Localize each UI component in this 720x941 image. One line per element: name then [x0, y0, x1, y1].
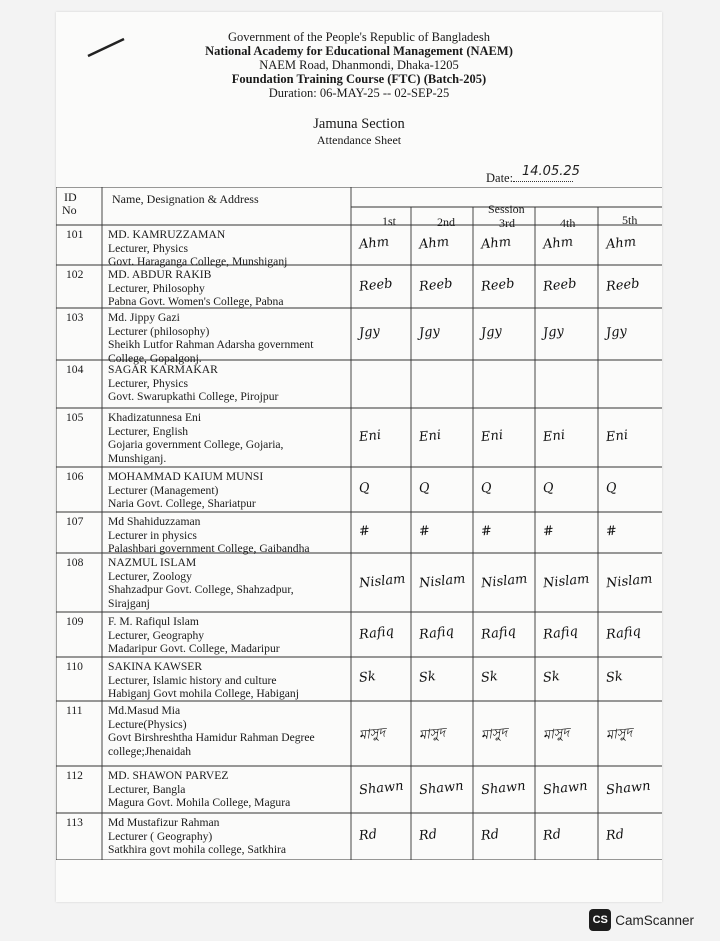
participant-name: MD. ABDUR RAKIB [108, 268, 212, 281]
participant-detail: Lecturer, Geography [108, 628, 205, 642]
participant-detail: Naria Govt. College, Shariatpur [108, 497, 256, 510]
signature-session-5: Rafiq [605, 623, 642, 643]
signature-session-2: Sk [418, 669, 437, 686]
signature-session-2: Shawn [418, 778, 465, 798]
signature-session-3: Rd [480, 826, 500, 844]
signature-session-4: Q [542, 479, 555, 497]
signature-session-1: Q [358, 479, 371, 497]
signature-session-1: মাসুদ [358, 725, 387, 743]
signature-session-3: Jgy [480, 323, 503, 342]
header-session-5: 5th [622, 213, 638, 227]
row-id: 107 [66, 515, 84, 528]
date-label: Date: [486, 171, 514, 185]
signature-session-3: Reeb [480, 275, 516, 295]
header-session-1: 1st [382, 214, 397, 228]
signature-session-2: Ahm [418, 234, 450, 253]
participant-name: F. M. Rafiqul Islam [108, 615, 199, 628]
row-id: 101 [66, 228, 84, 241]
participant-detail: Lecturer, Philosophy [108, 281, 205, 295]
signature-session-4: Rafiq [542, 623, 579, 643]
signature-session-3: Nislam [480, 571, 529, 591]
signature-session-5: Shawn [605, 778, 652, 798]
sheet-title: Attendance Sheet [316, 133, 402, 147]
signature-session-2: মাসুদ [418, 725, 447, 743]
participant-detail: Govt. Swarupkathi College, Pirojpur [108, 390, 279, 403]
participant-detail: Sirajganj [108, 596, 150, 610]
signature-session-1: Ahm [358, 234, 390, 253]
signature-session-5: Reeb [605, 275, 641, 295]
participant-name: Md Mustafizur Rahman [108, 816, 220, 829]
header-government: Government of the People's Republic of Bangladesh [228, 30, 490, 44]
signature-session-2: Nislam [418, 571, 467, 591]
participant-detail: Satkhira govt mohila college, Satkhira [108, 843, 287, 856]
signature-session-2: Q [418, 479, 431, 497]
signature-session-4: Sk [542, 669, 561, 686]
header-course: Foundation Training Course (FTC) (Batch-205) [231, 72, 487, 86]
signature-session-2: Reeb [418, 275, 454, 295]
row-id: 106 [66, 470, 84, 483]
signature-session-3: # [480, 522, 493, 540]
signature-session-1: Jgy [358, 323, 381, 342]
row-id: 113 [66, 816, 83, 829]
attendance-table [56, 187, 662, 860]
signature-session-2: Eni [418, 427, 442, 445]
participant-detail: Lecturer, Bangla [108, 782, 186, 796]
signature-session-1: Sk [358, 669, 377, 686]
participant-detail: Habiganj Govt mohila College, Habiganj [108, 687, 299, 700]
document-header [56, 30, 662, 100]
participant-detail: Sheikh Lutfor Rahman Adarsha government [108, 338, 314, 351]
header-name-label: Name, Designation & Address [112, 192, 259, 206]
section-title: Jamuna Section [313, 116, 405, 132]
participant-name: NAZMUL ISLAM [108, 556, 197, 569]
signature-session-5: Eni [605, 427, 629, 445]
signature-session-4: Ahm [542, 234, 574, 253]
signature-session-1: Eni [358, 427, 382, 445]
header-session-3: 3rd [499, 216, 515, 230]
participant-name: MD. KAMRUZZAMAN [108, 228, 226, 241]
signature-session-2: Rd [418, 826, 438, 844]
signature-session-4: Eni [542, 427, 566, 445]
participant-detail: Govt. Haraganga College, Munshiganj [108, 255, 288, 268]
participant-detail: Lecturer in physics [108, 528, 197, 542]
participant-detail: college;Jhenaidah [108, 744, 192, 758]
signature-session-3: Rafiq [480, 623, 517, 643]
date-field [486, 164, 580, 186]
date-value: 14.05.25 [522, 164, 580, 179]
participant-detail: Lecturer, Zoology [108, 569, 192, 583]
signature-session-4: Jgy [542, 323, 565, 342]
signature-session-2: Rafiq [418, 623, 455, 643]
signature-session-4: মাসুদ [542, 725, 571, 743]
signature-session-4: Nislam [542, 571, 591, 591]
signature-session-3: Sk [480, 669, 499, 686]
signature-session-3: Eni [480, 427, 504, 445]
signature-session-3: মাসুদ [480, 725, 509, 743]
participant-name: Md.Masud Mia [108, 704, 181, 717]
header-address: NAEM Road, Dhanmondi, Dhaka-1205 [259, 58, 459, 72]
participant-detail: Pabna Govt. Women's College, Pabna [108, 295, 284, 308]
header-no-label: No [62, 203, 77, 217]
participant-name: SAGAR KARMAKAR [108, 363, 218, 376]
signature-session-5: Sk [605, 669, 624, 686]
participant-detail: Lecturer, Physics [108, 376, 189, 390]
header-academy: National Academy for Educational Management (NAEM) [205, 44, 513, 58]
signature-session-4: Shawn [542, 778, 589, 798]
participant-name: MOHAMMAD KAIUM MUNSI [108, 470, 264, 483]
participant-detail: Shahzadpur Govt. College, Shahzadpur, [108, 583, 294, 596]
participant-name: Khadizatunnesa Eni [108, 411, 202, 424]
signature-session-5: # [605, 522, 618, 540]
signature-session-3: Q [480, 479, 493, 497]
row-id: 108 [66, 556, 84, 569]
row-id: 112 [66, 769, 83, 782]
signature-session-1: Rafiq [358, 623, 395, 643]
participant-detail: College, Gopalgonj. [108, 351, 202, 365]
signature-session-2: Jgy [418, 323, 441, 342]
signature-session-1: Reeb [358, 275, 394, 295]
signature-session-5: Ahm [605, 234, 637, 253]
camscanner-logo-icon: CS [589, 909, 611, 931]
participant-detail: Lecturer, Physics [108, 241, 189, 255]
signature-session-4: Reeb [542, 275, 578, 295]
signature-session-4: Rd [542, 826, 562, 844]
header-session-4: 4th [560, 216, 576, 230]
participant-detail: Munshiganj. [108, 451, 167, 465]
participant-name: SAKINA KAWSER [108, 660, 203, 673]
row-id: 104 [66, 363, 84, 376]
signature-session-4: # [542, 522, 555, 540]
row-id: 105 [66, 411, 84, 424]
header-session-label: Session [488, 202, 525, 216]
participant-name: Md Shahiduzzaman [108, 515, 201, 528]
participant-detail: Govt Birshreshtha Hamidur Rahman Degree [108, 731, 315, 744]
row-id: 111 [66, 704, 83, 717]
signature-session-1: Shawn [358, 778, 405, 798]
attendance-sheet-page [56, 12, 662, 902]
signature-session-1: Nislam [358, 571, 407, 591]
signature-session-3: Ahm [480, 234, 512, 253]
row-id: 102 [66, 268, 84, 281]
participant-detail: Lecturer (Management) [108, 483, 219, 497]
signature-session-5: Nislam [605, 571, 654, 591]
participant-detail: Gojaria government College, Gojaria, [108, 438, 284, 451]
row-id: 109 [66, 615, 84, 628]
signature-session-1: Rd [358, 826, 378, 844]
signature-session-3: Shawn [480, 778, 527, 798]
signature-session-1: # [358, 522, 371, 540]
participant-detail: Palashbari government College, Gaibandha [108, 542, 310, 555]
signature-session-5: Jgy [605, 323, 628, 342]
header-id-label: ID [64, 190, 77, 204]
camscanner-brand: CamScanner [615, 912, 694, 928]
participant-detail: Magura Govt. Mohila College, Magura [108, 796, 291, 809]
signature-session-2: # [418, 522, 431, 540]
participant-detail: Lecture(Physics) [108, 717, 187, 731]
header-session-2: 2nd [437, 215, 455, 229]
row-id: 110 [66, 660, 83, 673]
camscanner-watermark [589, 909, 694, 931]
participant-name: Md. Jippy Gazi [108, 311, 180, 324]
signature-session-5: Rd [605, 826, 625, 844]
participant-detail: Madaripur Govt. College, Madaripur [108, 642, 280, 655]
participant-detail: Lecturer (philosophy) [108, 324, 210, 338]
participant-name: MD. SHAWON PARVEZ [108, 769, 229, 782]
row-id: 103 [66, 311, 84, 324]
participant-detail: Lecturer, Islamic history and culture [108, 673, 277, 687]
header-duration: Duration: 06-MAY-25 -- 02-SEP-25 [268, 86, 450, 100]
participant-detail: Lecturer ( Geography) [108, 829, 213, 843]
signature-session-5: মাসুদ [605, 725, 634, 743]
participant-detail: Lecturer, English [108, 424, 189, 438]
signature-session-5: Q [605, 479, 618, 497]
